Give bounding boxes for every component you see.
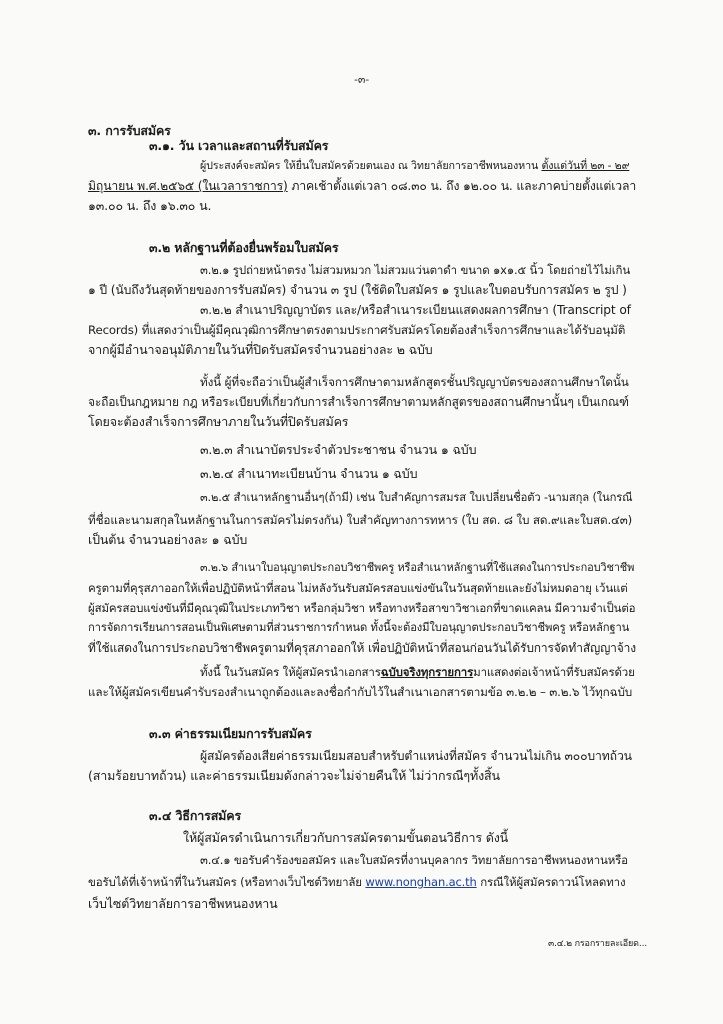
s34-line-1: ให้ผู้สมัครดำเนินการเกี่ยวกับการสมัครตามขั้นตอนวิธีการ ดังนี้	[183, 830, 509, 845]
item-3-2-2-line-3: จากผู้มีอำนาจอนุมัติภายในวันที่ปิดรับสมัครจำนวนอย่างละ ๒ ฉบับ	[88, 342, 433, 357]
item-3-4-1-line-2	[88, 874, 625, 890]
note-line-2: จะถือเป็นกฎหมาย กฎ หรือระเบียบที่เกี่ยวกับการสำเร็จการศึกษาตามหลักสูตรของสถานศึกษานั้นๆ เป็นเกณฑ์	[88, 395, 629, 409]
continuation-text: ๓.๔.๒ กรอกรายละเอียด...	[548, 939, 648, 949]
item-3-2-6-line-4: การจัดการเรียนการสอนเป็นพิเศษตามที่ส่วนราชการกำหนด ทั้งนี้จะต้องมีใบอนุญาตประกอบวิชาชีพครู หรือหลักฐาน	[88, 621, 630, 634]
item-3-2-5-line-1: ๓.๒.๕ สำเนาหลักฐานอื่นๆ(ถ้ามี) เช่น ใบสำคัญการสมรส ใบเปลี่ยนชื่อตัว -นามสกุล (ในกรณี	[200, 491, 633, 504]
item-3-2-4: ๓.๒.๔ สำเนาทะเบียนบ้าน จำนวน ๑ ฉบับ	[200, 466, 418, 481]
item-3-4-1-line-3: เว็บไซต์วิทยาลัยการอาชีพหนองหาน	[88, 896, 278, 911]
s31-date-range: ตั้งแต่วันที่ ๒๓ - ๒๙	[541, 159, 630, 172]
item-3-2-5-line-2: ที่ชื่อและนามสกุลในหลักฐานในการสมัครไม่ตรงกัน) ใบสำคัญทางการทหาร (ใบ สด. ๘ ใบ สด.๙และใบสด.๔๓)	[88, 513, 633, 527]
item-3-2-1-line-1: ๓.๒.๑ รูปถ่ายหน้าตรง ไม่สวมหมวก ไม่สวมแว่นตาดำ ขนาด ๑x๑.๕ นิ้ว โดยถ่ายไว้ไม่เกิน	[200, 263, 631, 277]
item-3-2-2-line-1: ๓.๒.๒ สำเนาปริญญาบัตร และ/หรือสำเนาระเบียนแสดงผลการศึกษา (Transcript of	[200, 303, 631, 317]
s31-line-3: ๑๓.๐๐ น. ถึง ๑๖.๓๐ น.	[88, 198, 212, 213]
item-3-4-1-text-b: กรณีให้ผู้สมัครดาวน์โหลดทาง	[476, 875, 626, 889]
item-3-2-6-line-3: ผู้สมัครสอบแข่งขันที่มีคุณวุฒิในประเภทวิชา หรือกลุ่มวิชา หรือทางหรือสาขาวิชาเอกที่ขาดแคลน มีความจำเป็นต่อ	[88, 601, 636, 615]
s31-line-1-text: ผู้ประสงค์จะสมัคร ให้ยื่นใบสมัครด้วยตนเอง ณ วิทยาลัยการอาชีพหนองหาน	[200, 159, 542, 172]
s31-line-2	[88, 178, 636, 194]
item-3-2-6-line-1: ๓.๒.๖ สำเนาใบอนุญาตประกอบวิชาชีพครู หรือสำเนาหลักฐานที่ใช้แสดงในการประกอบวิชาชีพ	[200, 561, 635, 574]
page-number: -๓-	[354, 73, 370, 86]
note-line-1: ทั้งนี้ ผู้ที่จะถือว่าเป็นผู้สำเร็จการศึกษาตามหลักสูตรชั้นปริญญาบัตรของสถานศึกษาใดนั้น	[200, 375, 629, 389]
heading-3-3: ๓.๓ ค่าธรรมเนียมการรับสมัคร	[149, 726, 312, 741]
originals-note-text-a: ทั้งนี้ ในวันสมัคร ให้ผู้สมัครนำเอกสาร	[200, 665, 381, 679]
s33-line-2: (สามร้อยบาทถ้วน) และค่าธรรมเนียมดังกล่าวจะไม่จ่ายคืนให้ ไม่ว่ากรณีๆทั้งสิ้น	[88, 768, 500, 783]
note-line-3: โดยจะต้องสำเร็จการศึกษาภายในวันที่ปิดรับสมัคร	[88, 414, 349, 429]
heading-3-4: ๓.๔ วิธีการสมัคร	[149, 808, 242, 823]
heading-3-1: ๓.๑. วัน เวลาและสถานที่รับสมัคร	[149, 138, 329, 153]
item-3-4-1-text-a: ขอรับได้ที่เจ้าหน้าที่ในวันสมัคร (หรือทางเว็บไซต์วิทยาลัย	[88, 875, 366, 889]
s33-line-1: ผู้สมัครต้องเสียค่าธรรมเนียมสอบสำหรับตำแหน่งที่สมัคร จำนวนไม่เกิน ๓๐๐บาทถ้วน	[200, 749, 632, 763]
item-3-2-6-line-5: ที่ใช้แสดงในการประกอบวิชาชีพครูตามที่คุรุสภาออกให้ เพื่อปฏิบัติหน้าที่สอนก่อนวันได้รับการจัดทำสัญญาจ้าง	[88, 641, 636, 655]
s31-line-2-text: ภาคเช้าตั้งแต่เวลา ๐๘.๓๐ น. ถึง ๑๒.๐๐ น. และภาคบ่ายตั้งแต่เวลา	[287, 179, 637, 193]
item-3-2-6-line-2: ครูตามที่คุรุสภาออกให้เพื่อปฏิบัติหน้าที่สอน ไม่หลังวันรับสมัครสอบแข่งขันในวันสุดท้ายและยังไม่หมดอายุ เว้นแต่	[88, 581, 628, 595]
originals-note-line-2: และให้ผู้สมัครเขียนคำรับรองสำเนาถูกต้องและลงชื่อกำกับไว้ในสำเนาเอกสารตามข้อ ๓.๒.๒ – ๓.๒.๖ ไว้ทุกฉบับ	[88, 685, 633, 699]
originals-note-line-1	[200, 664, 635, 680]
s31-line-1	[200, 158, 629, 174]
heading-3-2: ๓.๒ หลักฐานที่ต้องยื่นพร้อมใบสมัคร	[149, 240, 339, 255]
item-3-2-1-line-2: ๑ ปี (นับถึงวันสุดท้ายของการรับสมัคร) จำนวน ๓ รูป (ใช้ติดใบสมัคร ๑ รูปและใบตอบรับการสมัคร ๒ รูป )	[88, 283, 627, 297]
originals-emphasis: ฉบับจริงทุกรายการ	[380, 665, 474, 679]
s31-date-year: มิถุนายน พ.ศ.๒๕๖๕ (ในเวลาราชการ)	[88, 179, 288, 193]
item-3-2-2-line-2: Records) ที่แสดงว่าเป็นผู้มีคุณวุฒิการศึกษาตรงตามประกาศรับสมัครโดยต้องสำเร็จการศึกษาและได้รับอนุมัติ	[88, 323, 626, 337]
item-3-2-3: ๓.๒.๓ สำเนาบัตรประจำตัวประชาชน จำนวน ๑ ฉบับ	[200, 442, 477, 457]
section-title: ๓. การรับสมัคร	[88, 123, 171, 138]
item-3-2-5-line-3: เป็นต้น จำนวนอย่างละ ๑ ฉบับ	[88, 532, 248, 547]
originals-note-text-c: มาแสดงต่อเจ้าหน้าที่รับสมัครด้วย	[473, 665, 635, 679]
college-website-link[interactable]: www.nonghan.ac.th	[365, 875, 477, 889]
item-3-4-1-line-1: ๓.๔.๑ ขอรับคำร้องขอสมัคร และใบสมัครที่งานบุคลากร วิทยาลัยการอาชีพหนองหานหรือ	[200, 853, 628, 867]
